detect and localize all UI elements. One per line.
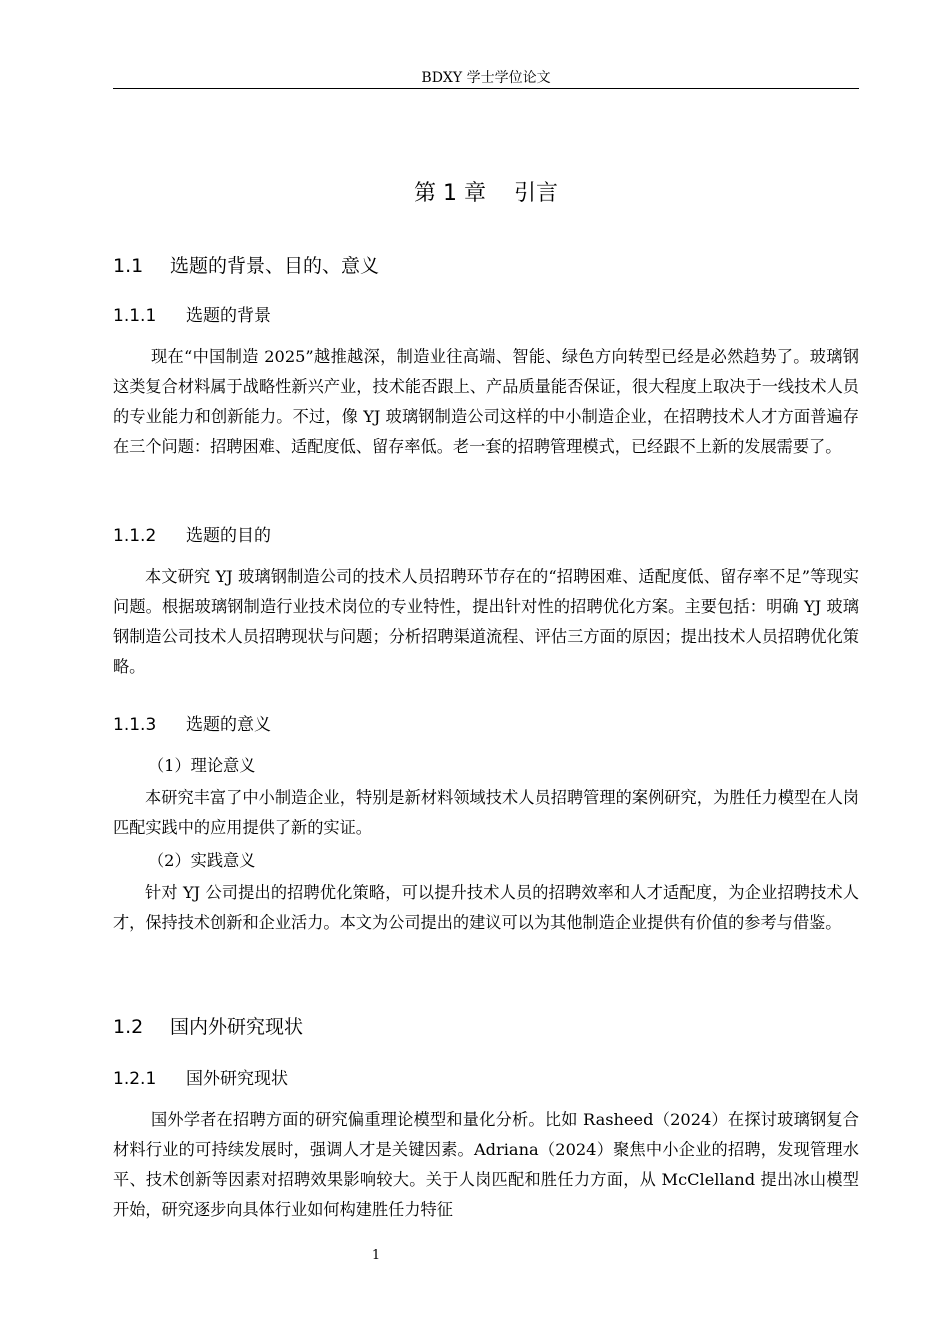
section-title: 选题的背景、目的、意义 bbox=[170, 255, 380, 277]
section-heading bbox=[113, 1013, 303, 1041]
subsection-title: 选题的意义 bbox=[186, 715, 271, 735]
paragraph-practice-significance: 针对 YJ 公司提出的招聘优化策略，可以提升技术人员的招聘效率和人才适配度，为企业招聘技术人才，保持技术创新和企业活力。本文为公司提出的建议可以为其他制造企业提供有价值的参考与借鉴。 bbox=[113, 883, 859, 932]
subsection-heading bbox=[113, 303, 271, 329]
header-rule bbox=[113, 88, 859, 89]
paragraph-purpose: 本文研究 YJ 玻璃钢制造公司的技术人员招聘环节存在的“招聘困难、适配度低、留存率不足”等现实问题。根据玻璃钢制造行业技术岗位的专业特性，提出针对性的招聘优化方案。主要包括：明确 YJ 玻璃钢制造公司技术人员招聘现状与问题；分析招聘渠道流程、评估三方面的原因；提出技术人员招聘优化策略。 bbox=[113, 567, 859, 676]
subsection-title: 选题的目的 bbox=[186, 526, 271, 546]
running-header: BDXY 学士学位论文 bbox=[421, 70, 551, 86]
section-number: 1.1 bbox=[113, 255, 144, 277]
subsection-number: 1.1.2 bbox=[113, 526, 157, 546]
subsection-number: 1.1.1 bbox=[113, 306, 157, 326]
subsection-title: 选题的背景 bbox=[186, 306, 271, 326]
subsection-title: 国外研究现状 bbox=[186, 1069, 288, 1089]
theory-significance-label: （1）理论意义 bbox=[148, 756, 256, 775]
page-number: 1 bbox=[371, 1248, 381, 1263]
section-heading bbox=[113, 252, 379, 280]
practice-significance-label: （2）实践意义 bbox=[148, 851, 256, 870]
subsection-heading bbox=[113, 1066, 288, 1092]
paragraph-theory-significance: 本研究丰富了中小制造企业，特别是新材料领域技术人员招聘管理的案例研究，为胜任力模型在人岗匹配实践中的应用提供了新的实证。 bbox=[113, 788, 859, 837]
section-number: 1.2 bbox=[113, 1016, 144, 1038]
chapter-title: 第 1 章 引言 bbox=[414, 181, 558, 206]
subsection-number: 1.1.3 bbox=[113, 715, 157, 735]
paragraph-foreign-research: 国外学者在招聘方面的研究偏重理论模型和量化分析。比如 Rasheed（2024）在探讨玻璃钢复合材料行业的可持续发展时，强调人才是关键因素。Adriana（2024）聚焦中小企业的招聘，发现管理水平、技术创新等因素对招聘效果影响较大。关于人岗匹配和胜任力方面，从 McClelland 提出冰山模型开始，研究逐步向具体行业如何构建胜任力特征 bbox=[113, 1110, 859, 1219]
subsection-heading bbox=[113, 523, 271, 549]
section-title: 国内外研究现状 bbox=[170, 1016, 304, 1038]
paragraph-background: 现在“中国制造 2025”越推越深，制造业往高端、智能、绿色方向转型已经是必然趋势了。玻璃钢这类复合材料属于战略性新兴产业，技术能否跟上、产品质量能否保证，很大程度上取决于一线技术人员的专业能力和创新能力。不过，像 YJ 玻璃钢制造公司这样的中小制造企业，在招聘技术人才方面普遍存在三个问题：招聘困难、适配度低、留存率低。老一套的招聘管理模式，已经跟不上新的发展需要了。 bbox=[113, 347, 859, 456]
subsection-number: 1.2.1 bbox=[113, 1069, 157, 1089]
subsection-heading bbox=[113, 712, 271, 738]
